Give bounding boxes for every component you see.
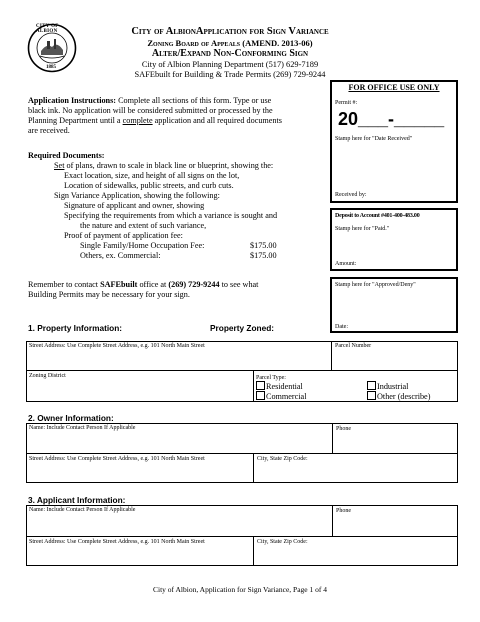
req-line-6: Specifying the requirements from which a variance is sought and: [64, 211, 278, 220]
instructions-line-2: black ink. No application will be considered submitted or processed by the: [28, 106, 273, 115]
received-by: Received by:: [335, 192, 367, 198]
parcel-number-field[interactable]: [331, 341, 458, 371]
owner-city-label: City, State Zip Code:: [257, 456, 308, 462]
office-use-box: [330, 80, 458, 203]
remember-e: to see what: [219, 280, 259, 289]
owner-name-field[interactable]: [26, 423, 333, 454]
zoning-district-label: Zoning District: [29, 373, 66, 379]
industrial-checkbox[interactable]: [367, 381, 376, 390]
safebuilt-contact: SAFEbuilt for Building & Trade Permits (269) 729-9244: [134, 70, 326, 79]
required-documents: [28, 151, 277, 261]
req-line-8: Proof of payment of application fee:: [64, 231, 183, 240]
commercial-label: Commercial: [266, 392, 307, 401]
applicant-city-field[interactable]: [253, 536, 458, 566]
property-info-title: 1. Property Information:: [28, 323, 123, 333]
applicant-name-label: Name: Include Contact Person If Applicable: [29, 507, 136, 513]
remember-phone: (269) 729-9244: [168, 280, 220, 289]
commercial-checkbox[interactable]: [256, 391, 265, 400]
seal-year: 1885: [46, 65, 56, 70]
owner-street-field[interactable]: [26, 453, 254, 483]
residential-checkbox[interactable]: [256, 381, 265, 390]
approval-box: [330, 277, 458, 333]
property-street-label: Street Address: Use Complete Street Address, e.g. 101 North Main Street: [29, 343, 205, 349]
seal-text: CITY OF ALBION: [36, 24, 59, 34]
remember-a: Remember to contact: [28, 280, 101, 289]
remember-safebuilt: SAFEbuilt: [100, 280, 138, 289]
industrial-label: Industrial: [377, 382, 409, 391]
date-label: Date:: [335, 324, 348, 330]
instructions: [28, 96, 282, 136]
zoning-district-field[interactable]: [26, 370, 254, 402]
applicant-info-title: 3. Applicant Information:: [28, 495, 126, 505]
instructions-line-4: are received.: [28, 126, 70, 135]
amount-label: Amount:: [335, 261, 357, 267]
owner-phone-field[interactable]: [332, 423, 458, 454]
req-line-7: the nature and extent of such variance,: [80, 221, 207, 230]
deposit-box: [330, 208, 458, 271]
permit-label: Permit #:: [335, 100, 358, 106]
commercial-option[interactable]: [256, 391, 306, 402]
req-line-2: Exact location, size, and height of all signs on the lot,: [64, 171, 240, 180]
office-use-title: FOR OFFICE USE ONLY: [348, 83, 440, 92]
form-header: [90, 26, 370, 80]
other-option[interactable]: [367, 391, 430, 402]
other-label: Other (describe): [377, 392, 431, 401]
parcel-type-label: Parcel Type:: [256, 375, 286, 381]
fee-2-label: Others, ex. Commercial:: [80, 251, 161, 260]
parcel-number-label: Parcel Number: [335, 343, 372, 349]
applicant-phone-field[interactable]: [332, 505, 458, 537]
other-checkbox[interactable]: [367, 391, 376, 400]
req-set: Set: [54, 161, 65, 170]
owner-info-title: 2. Owner Information:: [28, 413, 114, 423]
stamp-approved: Stamp here for "Approved/Deny": [335, 282, 416, 288]
fee-2-value: $175.00: [250, 251, 277, 260]
form-title: City of AlbionApplication for Sign Variance: [131, 26, 329, 37]
applicant-street-field[interactable]: [26, 536, 254, 566]
applicant-street-label: Street Address: Use Complete Street Address, e.g. 101 North Main Street: [29, 539, 205, 545]
fee-1-value: $175.00: [250, 241, 277, 250]
owner-city-field[interactable]: [253, 453, 458, 483]
req-line-4: Sign Variance Application, showing the following:: [54, 191, 220, 200]
applicant-phone-label: Phone: [336, 508, 351, 514]
req-line-5: Signature of applicant and owner, showing: [64, 201, 205, 210]
owner-phone-label: Phone: [336, 426, 351, 432]
required-heading: Required Documents:: [28, 151, 105, 160]
property-zoned-label: Property Zoned:: [210, 323, 275, 333]
instructions-line-3u: complete: [122, 116, 153, 125]
instructions-line-3b: application and all required documents: [152, 116, 282, 125]
fee-1-label: Single Family/Home Occupation Fee:: [80, 241, 205, 250]
residential-label: Residential: [266, 382, 303, 391]
property-street-field[interactable]: [26, 341, 332, 371]
deposit-account: Deposit to Account #401-400-483.00: [335, 213, 420, 219]
req-line-3: Location of sidewalks, public streets, and curb cuts.: [64, 181, 234, 190]
permit-number[interactable]: 20___-_____: [338, 109, 445, 129]
applicant-name-field[interactable]: [26, 505, 333, 537]
instructions-line-1: Complete all sections of this form. Type or use: [116, 96, 272, 105]
stamp-date-received: Stamp here for "Date Received": [335, 136, 413, 142]
city-seal: [27, 23, 77, 73]
applicant-city-label: City, State Zip Code:: [257, 539, 308, 545]
remember-note: [28, 280, 258, 300]
owner-name-label: Name: Include Contact Person If Applicable: [29, 425, 136, 431]
instructions-line-3a: Planning Department until a: [28, 116, 123, 125]
remember-line-2: Building Permits may be necessary for your sign.: [28, 290, 190, 299]
form-subtitle: Zoning Board of Appeals (AMEND. 2013-06): [147, 38, 313, 48]
form-subtitle-2: Alter/Expand Non-Conforming Sign: [151, 48, 309, 59]
owner-street-label: Street Address: Use Complete Street Address, e.g. 101 North Main Street: [29, 456, 205, 462]
planning-contact: City of Albion Planning Department (517) 629-7189: [141, 60, 319, 69]
remember-c: office at: [137, 280, 169, 289]
stamp-paid: Stamp here for "Paid.": [335, 226, 390, 232]
parcel-type-field: [253, 370, 458, 402]
req-line-1: of plans, drawn to scale in black line or blueprint, showing the:: [64, 161, 274, 170]
instructions-heading: Application Instructions:: [28, 96, 117, 105]
page-footer: City of Albion, Application for Sign Variance, Page 1 of 4: [152, 585, 327, 594]
